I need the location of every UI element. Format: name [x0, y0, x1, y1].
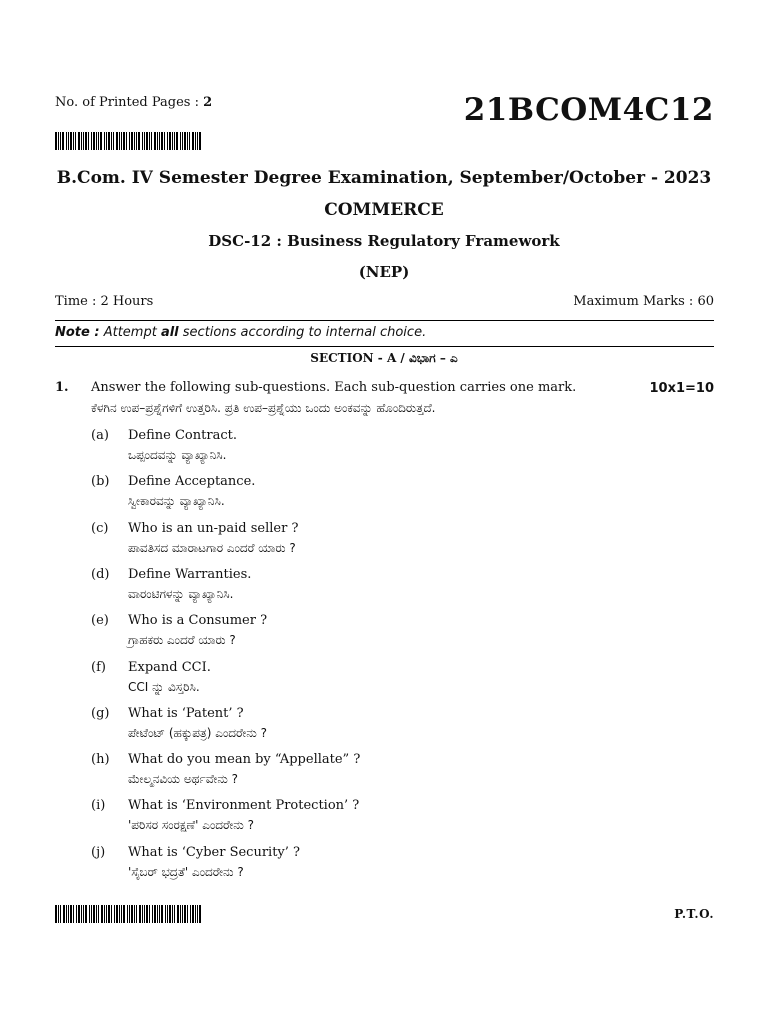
barcode-bar — [119, 132, 120, 150]
question-instruction-en: Answer the following sub-questions. Each sub-question carries one mark. — [91, 380, 577, 395]
barcode-top — [55, 132, 202, 150]
barcode-bar — [134, 905, 135, 923]
barcode-bar — [184, 132, 186, 150]
barcode-bar — [60, 132, 61, 150]
barcode-bar — [127, 905, 128, 923]
barcode-bar — [63, 905, 65, 923]
barcode-bar — [161, 905, 163, 923]
barcode-bar — [157, 132, 158, 150]
sub-question-text-en: Define Contract. — [128, 428, 237, 443]
sub-question — [91, 752, 711, 794]
barcode-bar — [169, 905, 171, 923]
barcode-bar — [73, 905, 74, 923]
barcode-bar — [93, 905, 95, 923]
barcode-bar — [116, 905, 118, 923]
sub-question-label: (g) — [91, 706, 110, 721]
barcode-bar — [66, 132, 67, 150]
barcode-bar — [138, 132, 140, 150]
barcode-bar — [81, 132, 82, 150]
barcode-bar — [182, 132, 183, 150]
barcode-bar — [154, 132, 156, 150]
sub-question-text-en: What is ‘Environment Protection’ ? — [128, 798, 360, 813]
barcode-bar — [81, 905, 82, 923]
barcode-bar — [91, 905, 92, 923]
time-allowed: Time : 2 Hours — [55, 294, 154, 309]
barcode-bar — [123, 132, 125, 150]
barcode-bar — [123, 905, 125, 923]
barcode-bar — [152, 905, 153, 923]
pto-label: P.T.O. — [674, 907, 714, 921]
barcode-bar — [96, 905, 97, 923]
sub-question-text-en: Define Acceptance. — [128, 474, 256, 489]
sub-question-label: (f) — [91, 660, 106, 675]
barcode-bar — [75, 132, 76, 150]
barcode-bar — [111, 132, 112, 150]
barcode-bar — [119, 905, 120, 923]
barcode-bar — [146, 905, 148, 923]
barcode-bar — [165, 905, 166, 923]
sub-question-text-kn: 'ಪರಿಸರ ಸಂರಕ್ಷಣೆ' ಎಂದರೇನು ? — [128, 818, 254, 832]
barcode-bar — [121, 132, 122, 150]
barcode-bar — [177, 905, 179, 923]
sub-question-text-en: Who is an un-paid seller ? — [128, 521, 299, 536]
barcode-bar — [85, 905, 87, 923]
barcode-bar — [164, 132, 165, 150]
sub-question-text-kn: CCI ನ್ನು ವಿಸ್ತರಿಸಿ. — [128, 680, 200, 694]
barcode-bottom — [55, 905, 203, 923]
sub-question-text-kn: ಒಪ್ಪಂದವನ್ನು ವ್ಯಾಖ್ಯಾನಿಸಿ. — [128, 448, 227, 462]
note-text-before: Attempt — [99, 325, 161, 340]
sub-question — [91, 521, 711, 563]
barcode-bar — [83, 905, 84, 923]
scheme-title: (NEP) — [358, 263, 410, 281]
barcode-bar — [131, 132, 133, 150]
barcode-bar — [70, 132, 72, 150]
barcode-bar — [161, 132, 163, 150]
barcode-bar — [85, 132, 87, 150]
sub-question-label: (b) — [91, 474, 110, 489]
sub-question-text-en: Define Warranties. — [128, 567, 252, 582]
sub-question-text-en: What is ‘Cyber Security’ ? — [128, 845, 301, 860]
barcode-bar — [129, 132, 130, 150]
barcode-bar — [55, 905, 57, 923]
barcode-bar — [98, 905, 99, 923]
barcode-bar — [184, 905, 186, 923]
sub-question-text-kn: ಸ್ವೀಕಾರವನ್ನು ವ್ಯಾಖ್ಯಾನಿಸಿ. — [128, 494, 225, 508]
barcode-bar — [176, 132, 178, 150]
note-label: Note : — [55, 325, 100, 340]
barcode-bar — [157, 905, 158, 923]
barcode-bar — [144, 132, 145, 150]
barcode-bar — [174, 132, 175, 150]
barcode-bar — [172, 905, 173, 923]
barcode-bar — [174, 905, 175, 923]
sub-question-text-kn: ಪಾವತಿಸದ ಮಾರಾಟಗಾರ ಎಂದರೆ ಯಾರು ? — [128, 541, 296, 555]
barcode-bar — [62, 132, 64, 150]
barcode-bar — [180, 132, 181, 150]
section-heading: SECTION - A / ವಿಭಾಗ – ಎ — [310, 351, 458, 365]
barcode-bar — [136, 132, 137, 150]
barcode-bar — [149, 905, 150, 923]
sub-question — [91, 474, 711, 516]
barcode-bar — [98, 132, 99, 150]
sub-question — [91, 845, 711, 887]
barcode-bar — [190, 905, 191, 923]
barcode-bar — [159, 132, 160, 150]
barcode-bar — [197, 132, 198, 150]
printed-pages-value: 2 — [203, 95, 213, 110]
paper-title: DSC-12 : Business Regulatory Framework — [208, 232, 560, 250]
barcode-bar — [96, 132, 97, 150]
barcode-bar — [159, 905, 160, 923]
barcode-bar — [113, 132, 114, 150]
barcode-bar — [167, 905, 168, 923]
barcode-bar — [106, 132, 107, 150]
barcode-bar — [116, 132, 118, 150]
barcode-bar — [142, 905, 143, 923]
barcode-bar — [108, 905, 110, 923]
sub-question — [91, 798, 711, 840]
sub-question-label: (e) — [91, 613, 109, 628]
sub-question-text-kn: 'ಸೈಬರ್ ಭದ್ರತೆ' ಎಂದರೇನು ? — [128, 865, 244, 879]
sub-question-text-en: Expand CCI. — [128, 660, 211, 675]
barcode-bar — [91, 132, 92, 150]
question-instruction-kn: ಕೆಳಗಿನ ಉಪ–ಪ್ರಶ್ನೆಗಳಿಗೆ ಉತ್ತರಿಸಿ. ಪ್ರತಿ ಉಪ–ಪ್ರಶ್ನೆಯು ಒಂದು ಅಂಕವನ್ನು ಹೊಂದಿರುತ್ತದೆ. — [91, 401, 436, 415]
sub-question-text-en: What is ‘Patent’ ? — [128, 706, 244, 721]
sub-question-label: (c) — [91, 521, 109, 536]
barcode-bar — [70, 905, 72, 923]
barcode-bar — [195, 905, 196, 923]
sub-question — [91, 428, 711, 470]
barcode-bar — [83, 132, 84, 150]
barcode-bar — [78, 132, 80, 150]
question-marks: 10x1=10 — [649, 381, 714, 396]
sub-question-text-en: What do you mean by “Appellate” ? — [128, 752, 361, 767]
barcode-bar — [144, 905, 145, 923]
barcode-bar — [55, 132, 57, 150]
sub-question-text-kn: ವಾರಂಟಿಗಳನ್ನು ವ್ಯಾಖ್ಯಾನಿಸಿ. — [128, 587, 234, 601]
barcode-bar — [111, 905, 112, 923]
barcode-bar — [58, 132, 59, 150]
barcode-bar — [195, 132, 196, 150]
barcode-bar — [68, 132, 69, 150]
barcode-bar — [68, 905, 69, 923]
sub-question-label: (a) — [91, 428, 109, 443]
sub-question-label: (h) — [91, 752, 110, 767]
barcode-bar — [151, 132, 152, 150]
maximum-marks: Maximum Marks : 60 — [573, 294, 714, 309]
divider-bottom — [55, 346, 714, 347]
sub-question — [91, 567, 711, 609]
barcode-bar — [139, 905, 141, 923]
barcode-bar — [108, 132, 110, 150]
barcode-bar — [114, 905, 115, 923]
barcode-bar — [58, 905, 59, 923]
barcode-bar — [101, 905, 103, 923]
barcode-bar — [104, 905, 105, 923]
barcode-bar — [199, 905, 201, 923]
divider-top — [55, 320, 714, 321]
barcode-bar — [182, 905, 183, 923]
barcode-bar — [146, 132, 148, 150]
barcode-bar — [121, 905, 122, 923]
sub-question — [91, 706, 711, 748]
barcode-bar — [100, 132, 102, 150]
barcode-bar — [60, 905, 61, 923]
barcode-bar — [187, 905, 188, 923]
barcode-bar — [192, 132, 194, 150]
barcode-bar — [89, 905, 90, 923]
sub-question-text-kn: ಗ್ರಾಹಕರು ಎಂದರೆ ಯಾರು ? — [128, 633, 236, 647]
barcode-bar — [172, 132, 173, 150]
barcode-bar — [142, 132, 143, 150]
barcode-bar — [66, 905, 67, 923]
sub-question — [91, 613, 711, 655]
barcode-bar — [131, 905, 133, 923]
barcode-bar — [88, 132, 89, 150]
barcode-bar — [78, 905, 80, 923]
sub-question-text-kn: ಮೇಲ್ಮನವಿಯ ಅರ್ಥವೇನು ? — [128, 772, 239, 786]
barcode-bar — [197, 905, 198, 923]
note — [55, 325, 426, 340]
exam-title: B.Com. IV Semester Degree Examination, September/October - 2023 — [56, 168, 712, 188]
sub-question-label: (j) — [91, 845, 106, 860]
barcode-bar — [169, 132, 171, 150]
subject-title: COMMERCE — [324, 200, 444, 220]
question-number: 1. — [55, 380, 69, 395]
paper-code: 21BCOM4C12 — [463, 92, 714, 128]
barcode-bar — [199, 132, 201, 150]
barcode-bar — [129, 905, 130, 923]
barcode-bar — [134, 132, 135, 150]
barcode-bar — [154, 905, 156, 923]
sub-question-label: (d) — [91, 567, 110, 582]
barcode-bar — [126, 132, 127, 150]
barcode-bar — [136, 905, 137, 923]
barcode-bar — [73, 132, 74, 150]
sub-question-label: (i) — [91, 798, 106, 813]
barcode-bar — [76, 905, 77, 923]
barcode-bar — [93, 132, 95, 150]
barcode-bar — [192, 905, 194, 923]
barcode-bar — [167, 132, 168, 150]
note-emphasis: all — [160, 325, 179, 340]
sub-question-text-en: Who is a Consumer ? — [128, 613, 268, 628]
barcode-bar — [180, 905, 181, 923]
printed-pages — [55, 95, 212, 110]
barcode-bar — [104, 132, 105, 150]
barcode-bar — [106, 905, 107, 923]
barcode-bar — [187, 132, 188, 150]
sub-question — [91, 660, 711, 702]
sub-question-text-kn: ಪೇಟೆಂಟ್ (ಹಕ್ಕುಪತ್ರ) ಎಂದರೇನು ? — [128, 726, 267, 740]
note-text-after: sections according to internal choice. — [178, 325, 427, 340]
barcode-bar — [189, 132, 190, 150]
printed-pages-label: No. of Printed Pages : — [55, 95, 204, 110]
barcode-bar — [149, 132, 150, 150]
